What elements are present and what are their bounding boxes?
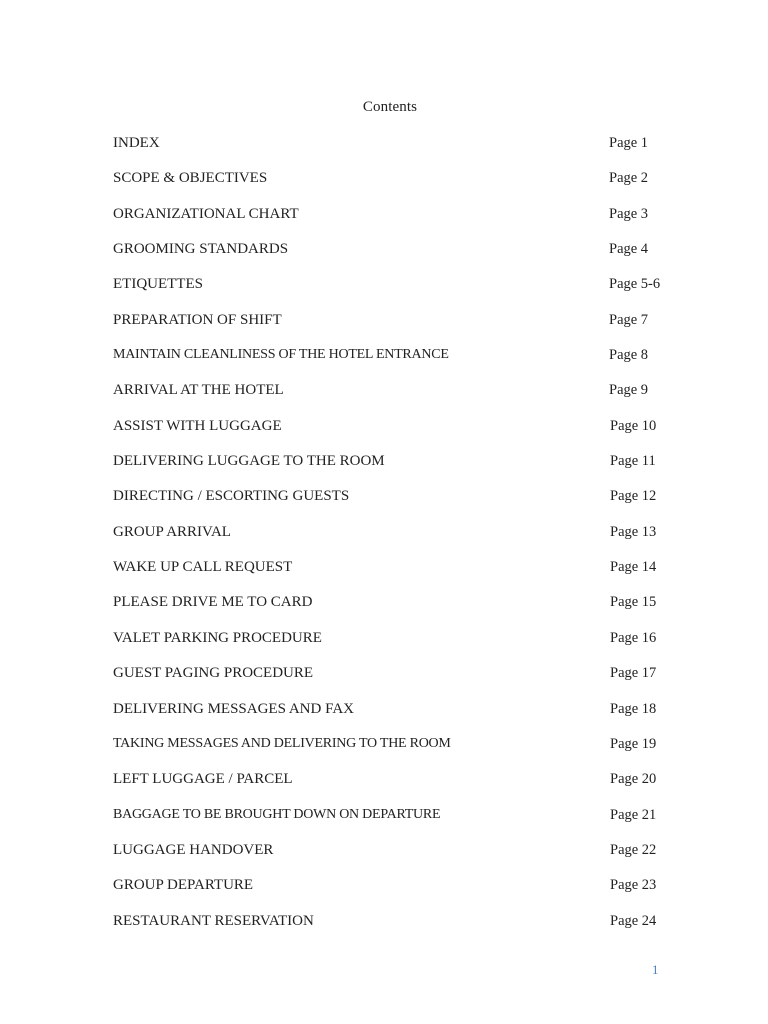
toc-entry-label: DIRECTING / ESCORTING GUESTS (113, 488, 350, 505)
toc-entry-label: MAINTAIN CLEANLINESS OF THE HOTEL ENTRANCE (113, 347, 449, 363)
toc-entry-page: Page 11 (610, 453, 656, 470)
toc-entry-label: ETIQUETTES (113, 276, 203, 293)
toc-entry-page: Page 13 (610, 523, 657, 540)
toc-entry-label: ASSIST WITH LUGGAGE (113, 417, 282, 434)
toc-entry[interactable] (113, 840, 673, 875)
toc-entry[interactable] (113, 451, 673, 486)
toc-entry-page: Page 17 (610, 665, 657, 682)
toc-entry[interactable] (113, 734, 673, 769)
toc-entry[interactable] (113, 168, 673, 203)
toc-entry[interactable] (113, 345, 673, 380)
toc-entry-page: Page 4 (609, 241, 649, 258)
toc-entry-page: Page 19 (610, 735, 657, 752)
toc-entry[interactable] (113, 522, 673, 557)
toc-entry[interactable] (113, 416, 673, 451)
toc-entry-label: DELIVERING MESSAGES AND FAX (113, 700, 354, 717)
toc-entry[interactable] (113, 486, 673, 521)
toc-entry[interactable] (113, 663, 673, 698)
table-of-contents (113, 133, 673, 946)
toc-entry-label: TAKING MESSAGES AND DELIVERING TO THE ROOM (113, 735, 451, 751)
toc-entry-label: RESTAURANT RESERVATION (113, 912, 314, 929)
toc-entry[interactable] (113, 911, 673, 946)
toc-entry-page: Page 2 (609, 170, 649, 187)
page-number: 1 (652, 962, 659, 977)
toc-entry-label: PREPARATION OF SHIFT (113, 311, 282, 328)
toc-entry[interactable] (113, 274, 673, 309)
toc-entry-label: GROUP DEPARTURE (113, 877, 254, 894)
page-title: Contents (362, 99, 418, 115)
toc-entry[interactable] (113, 699, 673, 734)
toc-entry-label: GROOMING STANDARDS (113, 241, 289, 258)
toc-entry-label: GUEST PAGING PROCEDURE (113, 665, 314, 682)
toc-entry-page: Page 3 (609, 205, 649, 222)
toc-entry-label: VALET PARKING PROCEDURE (113, 629, 322, 646)
toc-entry-page: Page 15 (610, 594, 657, 611)
toc-entry-page: Page 1 (609, 135, 649, 151)
toc-entry-page: Page 9 (609, 382, 649, 399)
toc-entry-page: Page 5-6 (609, 276, 661, 293)
toc-entry[interactable] (113, 769, 673, 804)
toc-entry-page: Page 10 (610, 417, 657, 434)
toc-entry[interactable] (113, 557, 673, 592)
toc-entry-page: Page 20 (610, 771, 657, 788)
toc-entry-page: Page 21 (610, 806, 657, 823)
toc-entry-label: ARRIVAL AT THE HOTEL (113, 382, 284, 399)
toc-entry-page: Page 16 (610, 629, 657, 646)
toc-entry-page: Page 12 (610, 488, 657, 505)
toc-entry-page: Page 23 (610, 877, 657, 894)
toc-entry-label: LEFT LUGGAGE / PARCEL (113, 771, 293, 788)
toc-entry-page: Page 14 (610, 559, 657, 576)
toc-entry-label: INDEX (113, 135, 160, 151)
toc-entry[interactable] (113, 204, 673, 239)
toc-entry-page: Page 7 (609, 311, 649, 328)
toc-entry[interactable] (113, 310, 673, 345)
toc-entry[interactable] (113, 592, 673, 627)
toc-entry-label: WAKE UP CALL REQUEST (113, 559, 293, 576)
toc-entry[interactable] (113, 805, 673, 840)
toc-entry-label: GROUP ARRIVAL (113, 523, 231, 540)
toc-entry-page: Page 22 (610, 841, 657, 858)
toc-entry-page: Page 24 (610, 912, 657, 929)
toc-entry-label: PLEASE DRIVE ME TO CARD (113, 594, 313, 611)
toc-entry-label: DELIVERING LUGGAGE TO THE ROOM (113, 453, 385, 470)
toc-entry[interactable] (113, 875, 673, 910)
toc-entry-page: Page 8 (609, 347, 649, 364)
toc-entry-label: BAGGAGE TO BE BROUGHT DOWN ON DEPARTURE (113, 806, 441, 822)
toc-entry-label: LUGGAGE HANDOVER (113, 841, 274, 858)
toc-entry-label: SCOPE & OBJECTIVES (113, 170, 268, 187)
toc-entry[interactable] (113, 133, 673, 168)
toc-entry[interactable] (113, 239, 673, 274)
toc-entry[interactable] (113, 628, 673, 663)
toc-entry-page: Page 18 (610, 700, 657, 717)
toc-entry-label: ORGANIZATIONAL CHART (113, 205, 299, 222)
toc-entry[interactable] (113, 380, 673, 415)
